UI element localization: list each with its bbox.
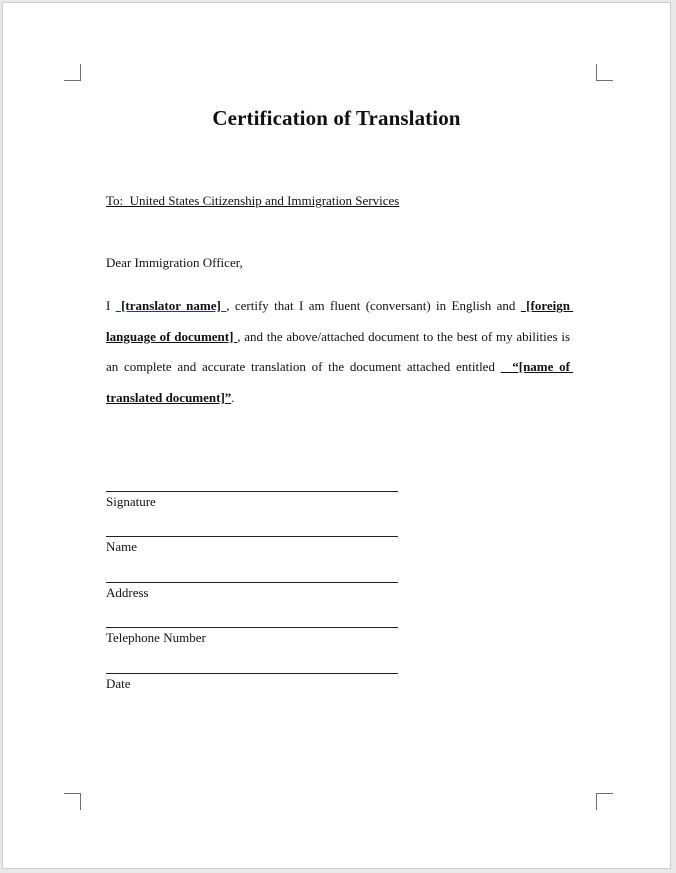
date-line <box>106 673 398 674</box>
name-line <box>106 536 398 537</box>
date-label: Date <box>106 676 131 691</box>
crop-mark-top-left <box>64 64 81 81</box>
name-field[interactable] <box>106 536 398 555</box>
recipient-line: To: United States Citizenship and Immigration Services <box>106 193 400 208</box>
fluency-text: , certify that I am fluent (conversant) in English and <box>226 298 521 313</box>
crop-mark-bottom-left <box>64 793 81 810</box>
signature-line <box>106 491 398 492</box>
ending-period: . <box>231 389 235 405</box>
address-field[interactable] <box>106 582 398 601</box>
telephone-line <box>106 627 398 628</box>
accuracy-text: , and the above/attached document to the best of my abilities is an complete and accurate translation of the document attached entitled <box>106 328 570 374</box>
date-field[interactable] <box>106 673 398 692</box>
document-name-field[interactable]: “[name of translated document]” <box>106 359 574 405</box>
signature-field[interactable] <box>106 491 398 510</box>
page-title: Certification of Translation <box>212 106 461 130</box>
telephone-field[interactable] <box>106 627 398 646</box>
telephone-label: Telephone Number <box>106 630 206 645</box>
address-line <box>106 582 398 583</box>
name-label: Name <box>106 539 138 554</box>
crop-mark-bottom-right <box>596 793 613 810</box>
signature-label: Signature <box>106 494 156 509</box>
translator-name-field[interactable]: [translator name] <box>115 298 227 313</box>
crop-mark-top-right <box>596 64 613 81</box>
salutation: Dear Immigration Officer, <box>106 255 243 270</box>
intro-text: I <box>106 298 116 313</box>
document-page <box>2 2 671 869</box>
foreign-language-field[interactable]: [foreign language of document] <box>106 298 574 344</box>
address-label: Address <box>106 585 149 600</box>
certification-paragraph <box>106 291 574 413</box>
